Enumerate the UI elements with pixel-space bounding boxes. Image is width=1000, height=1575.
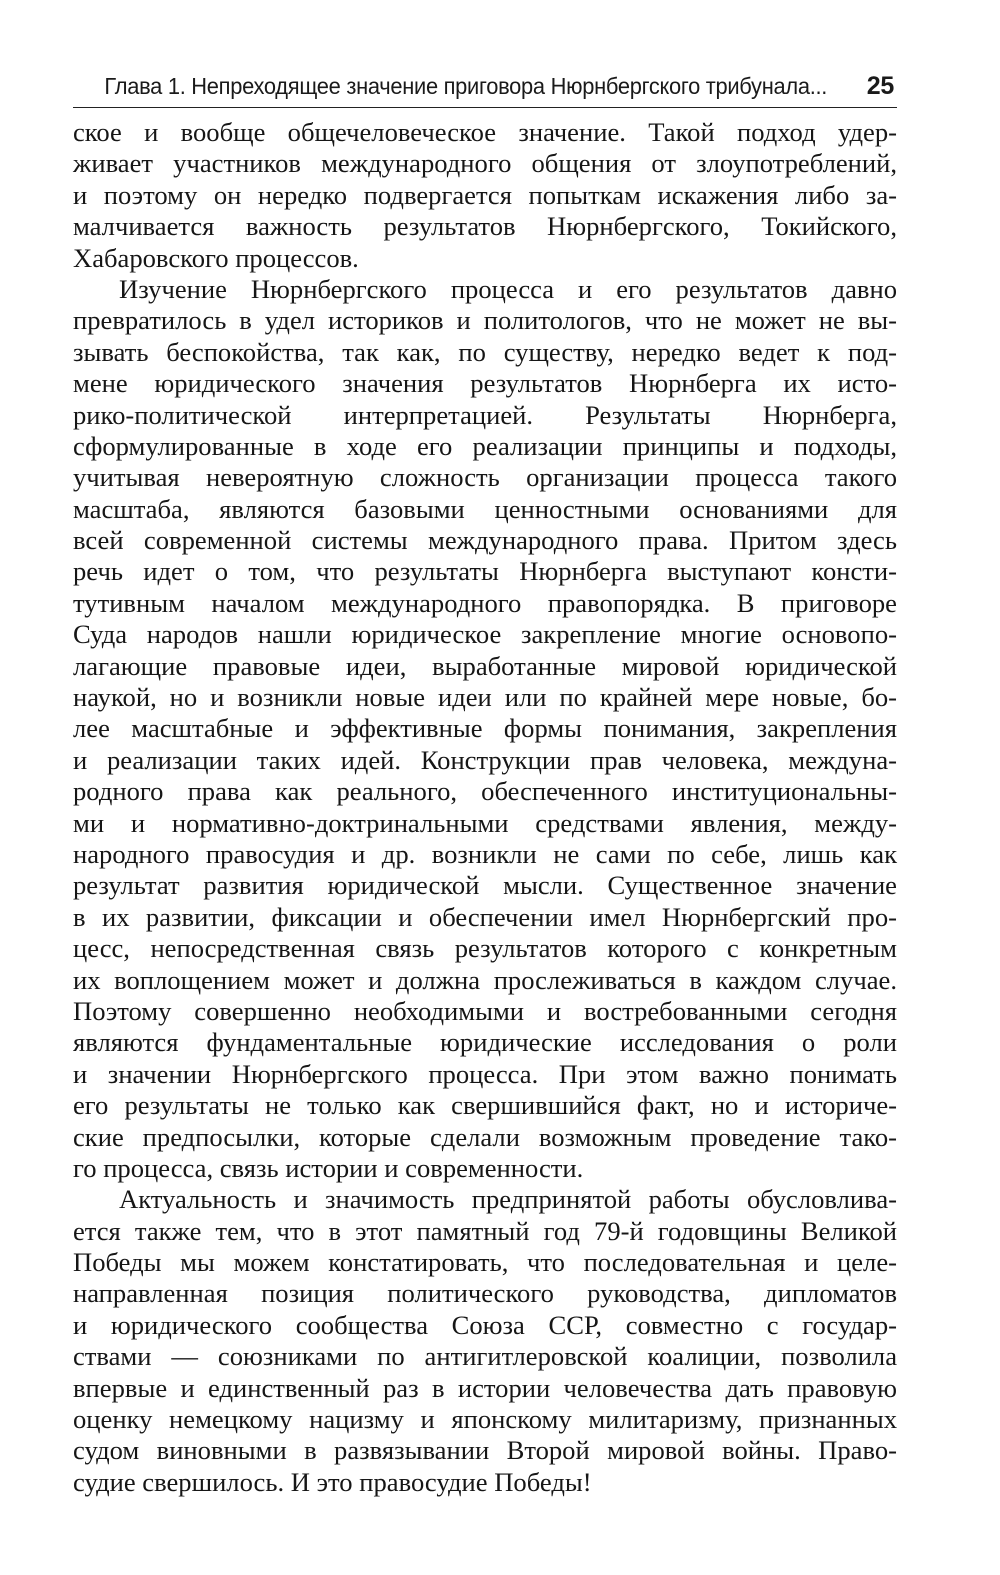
text-line: масштаба, являются базовыми ценностными основаниями для [73, 493, 897, 524]
chapter-title: Глава 1. Непреходящее значение приговора Нюрнбергского трибунала... [104, 73, 827, 99]
running-header [73, 72, 897, 108]
text-line: родного права как реального, обеспеченного институциональны- [73, 776, 897, 807]
text-line: и поэтому он нередко подвергается попыткам искажения либо за- [73, 179, 897, 210]
text-line: сформулированные в ходе его реализации принципы и подходы, [73, 430, 897, 461]
text-line: и реализации таких идей. Конструкции прав человека, междуна- [73, 744, 897, 775]
text-line: Хабаровского процессов. [73, 242, 359, 273]
text-line: речь идет о том, что результаты Нюрнберга выступают консти- [73, 556, 897, 587]
text-line: судие свершилось. И это правосудие Победы! [73, 1466, 592, 1497]
text-line: судом виновными в развязывании Второй мировой войны. Право- [73, 1435, 897, 1466]
text-line: превратилось в удел историков и политологов, что не может не вы- [73, 305, 897, 336]
text-line: рико-политической интерпретацией. Результаты Нюрнберга, [73, 399, 897, 430]
text-line: его результаты не только как свершившийся факт, но и историче- [73, 1090, 897, 1121]
text-line: направленная позиция политического руководства, дипломатов [73, 1278, 897, 1309]
text-line: ское и вообще общечеловеческое значение. Такой подход удер- [73, 117, 897, 147]
text-line: оценку немецкому нацизму и японскому милитаризму, признанных [73, 1404, 897, 1435]
text-line: го процесса, связь истории и современности. [73, 1152, 584, 1183]
text-line: являются фундаментальные юридические исследования о роли [73, 1027, 897, 1058]
text-line: всей современной системы международного права. Притом здесь [73, 525, 897, 556]
text-line: цесс, непосредственная связь результатов которого с конкретным [73, 933, 897, 964]
text-line: зывать беспокойства, так как, по существу, нередко ведет к под- [73, 336, 897, 367]
text-line: живает участников международного общения от злоупотреблений, [73, 148, 897, 179]
text-line: впервые и единственный раз в истории человечества дать правовую [73, 1372, 897, 1403]
text-line: тутивным началом международного правопорядка. В приговоре [73, 587, 897, 618]
text-line: результат развития юридической мысли. Существенное значение [73, 870, 897, 901]
text-line: Актуальность и значимость предпринятой работы обусловлива- [119, 1184, 897, 1215]
text-line: и юридического сообщества Союза ССР, совместно с государ- [73, 1309, 897, 1340]
text-line: ется также тем, что в этот памятный год 79-й годовщины Великой [73, 1215, 897, 1246]
text-line: и значении Нюрнбергского процесса. При этом важно понимать [73, 1058, 897, 1089]
text-line: наукой, но и возникли новые идеи или по крайней мере новые, бо- [73, 682, 897, 713]
text-line: ми и нормативно-доктринальными средствами явления, между- [73, 807, 897, 838]
body-text [73, 117, 897, 1498]
text-line: Поэтому совершенно необходимыми и востребованными сегодня [73, 995, 897, 1026]
text-line: ские предпосылки, которые сделали возможным проведение тако- [73, 1121, 897, 1152]
paragraph-1 [73, 117, 897, 274]
text-line: учитывая невероятную сложность организации процесса такого [73, 462, 897, 493]
text-line: Суда народов нашли юридическое закрепление многие основопо- [73, 619, 897, 650]
text-line: их воплощением может и должна прослеживаться в каждом случае. [73, 964, 897, 995]
text-line: Победы мы можем констатировать, что последовательная и целе- [73, 1247, 897, 1278]
paragraph-3 [73, 1184, 897, 1498]
text-line: мене юридического значения результатов Нюрнберга их исто- [73, 368, 897, 399]
book-page [73, 72, 897, 1498]
paragraph-2 [73, 274, 897, 1184]
text-line: Изучение Нюрнбергского процесса и его результатов давно [119, 273, 897, 304]
text-line: ствами — союзниками по антигитлеровской коалиции, позволила [73, 1341, 897, 1372]
text-line: лагающие правовые идеи, выработанные мировой юридической [73, 650, 897, 681]
page-number: 25 [866, 72, 894, 100]
text-line: народного правосудия и др. возникли не сами по себе, лишь как [73, 838, 897, 869]
text-line: в их развитии, фиксации и обеспечении имел Нюрнбергский про- [73, 901, 897, 932]
text-line: малчивается важность результатов Нюрнбергского, Токийского, [73, 211, 897, 242]
text-line: лее масштабные и эффективные формы понимания, закрепления [73, 713, 897, 744]
